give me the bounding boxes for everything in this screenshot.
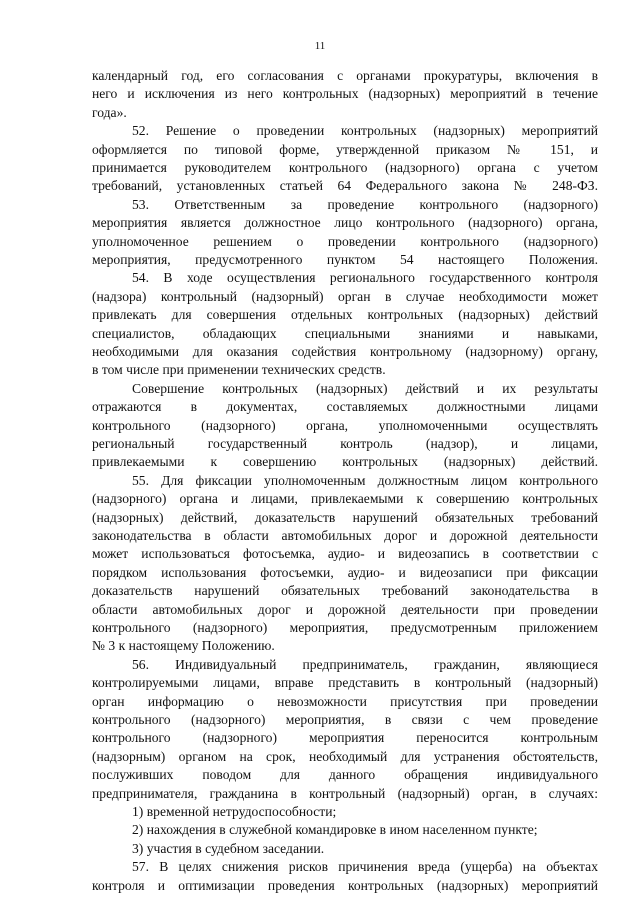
text-line: 2) нахождения в служебной командировке в ином населенном пункте;	[132, 822, 538, 838]
text-line: орган информацию о невозможности присутствия при проведении	[92, 693, 598, 709]
page-number: 11	[314, 40, 326, 52]
text-line: законодательства в области автомобильных дорог и дорожной деятельности	[92, 528, 598, 543]
text-line: (надзорным) органом на срок, необходимый для устранения обстоятельств,	[92, 748, 598, 764]
text-line: № 3 к настоящему Положению.	[92, 638, 275, 654]
text-line: привлекаемыми к совершению контрольных (надзорных) действий.	[92, 454, 598, 470]
text-line: порядком использования фотосъемки, аудио- и видеозаписи при фиксации	[92, 564, 598, 580]
text-line: Совершение контрольных (надзорных) действий и их результаты	[132, 380, 598, 396]
text-line: календарный год, его согласования с органами прокуратуры, включения в	[92, 68, 598, 83]
text-line: контрольного (надзорного) мероприятия переносится контрольным	[92, 730, 598, 746]
text-line: уполномоченное решением о проведении контрольного (надзорного)	[92, 233, 598, 249]
text-line: 57. В целях снижения рисков причинения вреда (ущерба) на объектах	[132, 859, 598, 875]
text-line: оформляется по типовой форме, утвержденной приказом № 151, и	[92, 141, 598, 157]
text-line: мероприятия, предусмотренного пунктом 54 настоящего Положения.	[92, 252, 598, 267]
text-line: контролируемыми лицами, вправе представить в контрольный (надзорный)	[92, 675, 598, 691]
text-line: необходимыми для оказания содействия контрольному (надзорному) органу,	[92, 344, 598, 359]
text-line: предпринимателя, гражданина в контрольный (надзорный) орган, в случаях:	[92, 785, 598, 801]
text-line: 56. Индивидуальный предприниматель, гражданин, являющиеся	[132, 656, 598, 672]
text-line: 52. Решение о проведении контрольных (надзорных) мероприятий	[132, 123, 598, 139]
text-line: привлекать для совершения отдельных контрольных (надзорных) действий	[92, 307, 598, 323]
text-line: принимается руководителем контрольного (надзорного) органа с учетом	[92, 160, 598, 175]
text-line: послуживших поводом для данного обращения индивидуального	[92, 767, 598, 783]
text-line: (надзорного) органа и лицами, привлекаемыми к совершению контрольных	[92, 491, 598, 507]
text-line: мероприятия является должностное лицо контрольного (надзорного) органа,	[92, 215, 598, 231]
text-line: в том числе при применении технических средств.	[92, 362, 386, 378]
text-line: контрольного (надзорного) мероприятия, предусмотренным приложением	[92, 620, 598, 635]
text-line: 3) участия в судебном заседании.	[132, 840, 325, 856]
text-line: специалистов, обладающих специальными знаниями и навыками,	[92, 325, 598, 341]
text-line: (надзора) контрольный (надзорный) орган в случае необходимости может	[92, 288, 598, 304]
text-line: 1) временной нетрудоспособности;	[132, 804, 337, 819]
text-line: (надзорных) действий, доказательств нарушений обязательных требований	[92, 509, 598, 525]
text-line: контрольного (надзорного) органа, уполномоченными осуществлять	[92, 417, 598, 433]
text-line: 53. Ответственным за проведение контрольного (надзорного)	[132, 196, 598, 212]
text-line: доказательств нарушений обязательных требований законодательства в	[92, 583, 598, 599]
text-line: региональный государственный контроль (надзор), и лицами,	[92, 436, 598, 451]
text-line: него и исключения из него контрольных (надзорных) мероприятий в течение	[92, 86, 598, 102]
text-line: 55. Для фиксации уполномоченным должностным лицом контрольного	[132, 472, 598, 488]
text-line: области автомобильных дорог и дорожной деятельности при проведении	[92, 601, 598, 617]
text-line: контрольного (надзорного) мероприятия, в связи с чем проведение	[92, 712, 598, 727]
text-line: отражаются в документах, составляемых должностными лицами	[92, 399, 598, 415]
text-line: может использоваться фотосъемка, аудио- и видеозапись в соответствии с	[92, 546, 598, 562]
text-line: года».	[92, 104, 127, 120]
text-line: контроля и оптимизации проведения контрольных (надзорных) мероприятий	[92, 877, 598, 893]
text-line: требований, установленных статьей 64 Федерального закона № 248-ФЗ.	[92, 178, 598, 194]
text-line: 54. В ходе осуществления регионального государственного контроля	[132, 270, 598, 286]
